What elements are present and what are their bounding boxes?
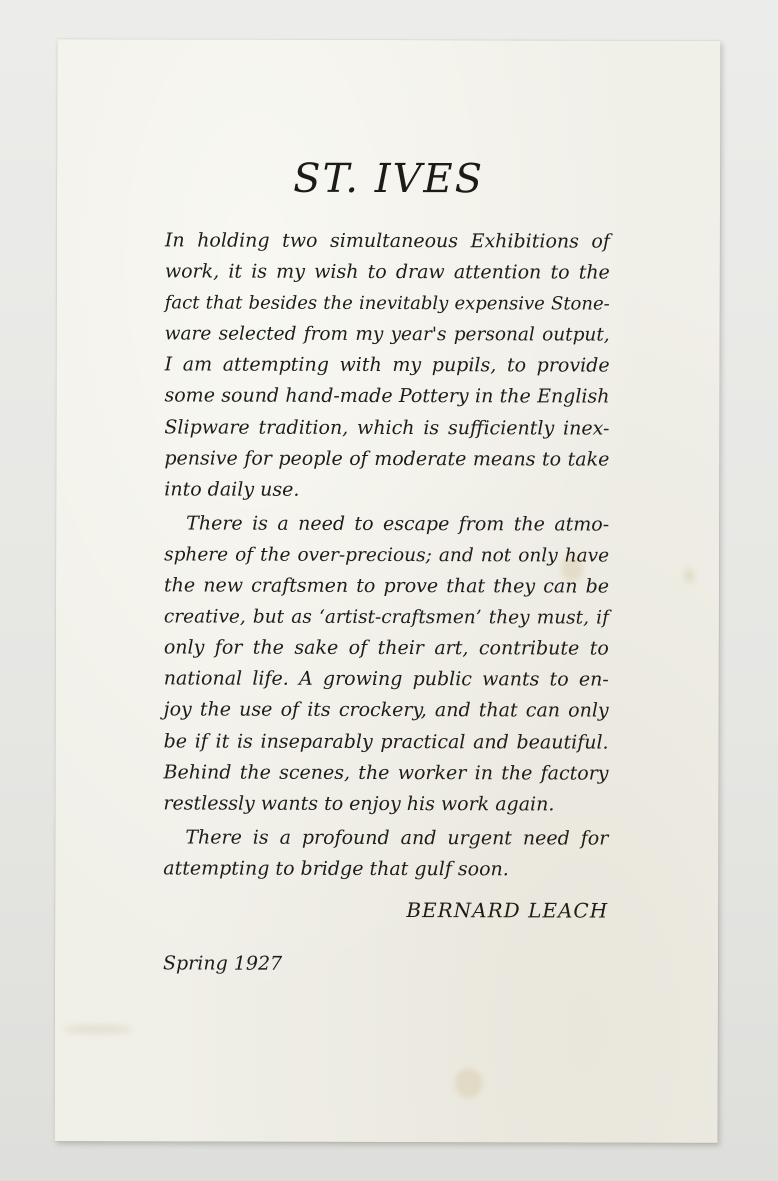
text-line: In holding two simultaneous Exhibitions of — [164, 229, 610, 253]
paragraph-3 — [163, 822, 608, 885]
text-line: pensive for people of moderate means to take — [164, 447, 610, 471]
text-line: work, it is my wish to draw attention to the — [164, 260, 610, 284]
text-line: restlessly wants to enjoy his work again. — [163, 792, 555, 816]
text-line: into daily use. — [164, 478, 300, 501]
text-line: some sound hand-made Pottery in the English — [164, 384, 610, 409]
text-line: Slipware tradition, which is sufficiently inex- — [164, 415, 610, 440]
text-line: I am attempting with my pupils, to provide — [164, 353, 610, 377]
paragraph-2 — [163, 508, 609, 820]
text-line: only for the sake of their art, contribute to — [163, 636, 609, 660]
paper-stain — [63, 1024, 133, 1034]
paper-sheet — [55, 39, 721, 1143]
text-line: the new craftsmen to prove that they can be — [163, 574, 610, 598]
paper-stain — [684, 569, 694, 583]
document-body — [163, 225, 610, 885]
text-line: There is a need to escape from the atmo- — [186, 512, 610, 536]
text-line: fact that besides the inevitably expensive Stone- — [164, 292, 610, 315]
document-title: ST. IVES — [293, 155, 485, 203]
text-line: national life. A growing public wants to en- — [163, 667, 609, 691]
text-line: be if it is inseparably practical and beautiful. — [163, 729, 609, 754]
text-line: sphere of the over-precious; and not only have — [164, 544, 610, 567]
document-date: Spring 1927 — [162, 952, 283, 975]
text-line: ware selected from my year's personal output, — [164, 323, 610, 346]
text-line: joy the use of its crockery, and that can only — [163, 698, 609, 722]
text-line: There is a profound and urgent need for — [185, 826, 609, 850]
paper-stain — [455, 1068, 483, 1098]
text-line: attempting to bridge that gulf soon. — [163, 857, 509, 881]
author-signature: BERNARD LEACH — [406, 898, 609, 923]
text-line: Behind the scenes, the worker in the factory — [163, 761, 609, 785]
paragraph-1 — [164, 225, 610, 506]
text-line: creative, but as ‘artist-craftsmen’ they must, if — [163, 606, 609, 629]
